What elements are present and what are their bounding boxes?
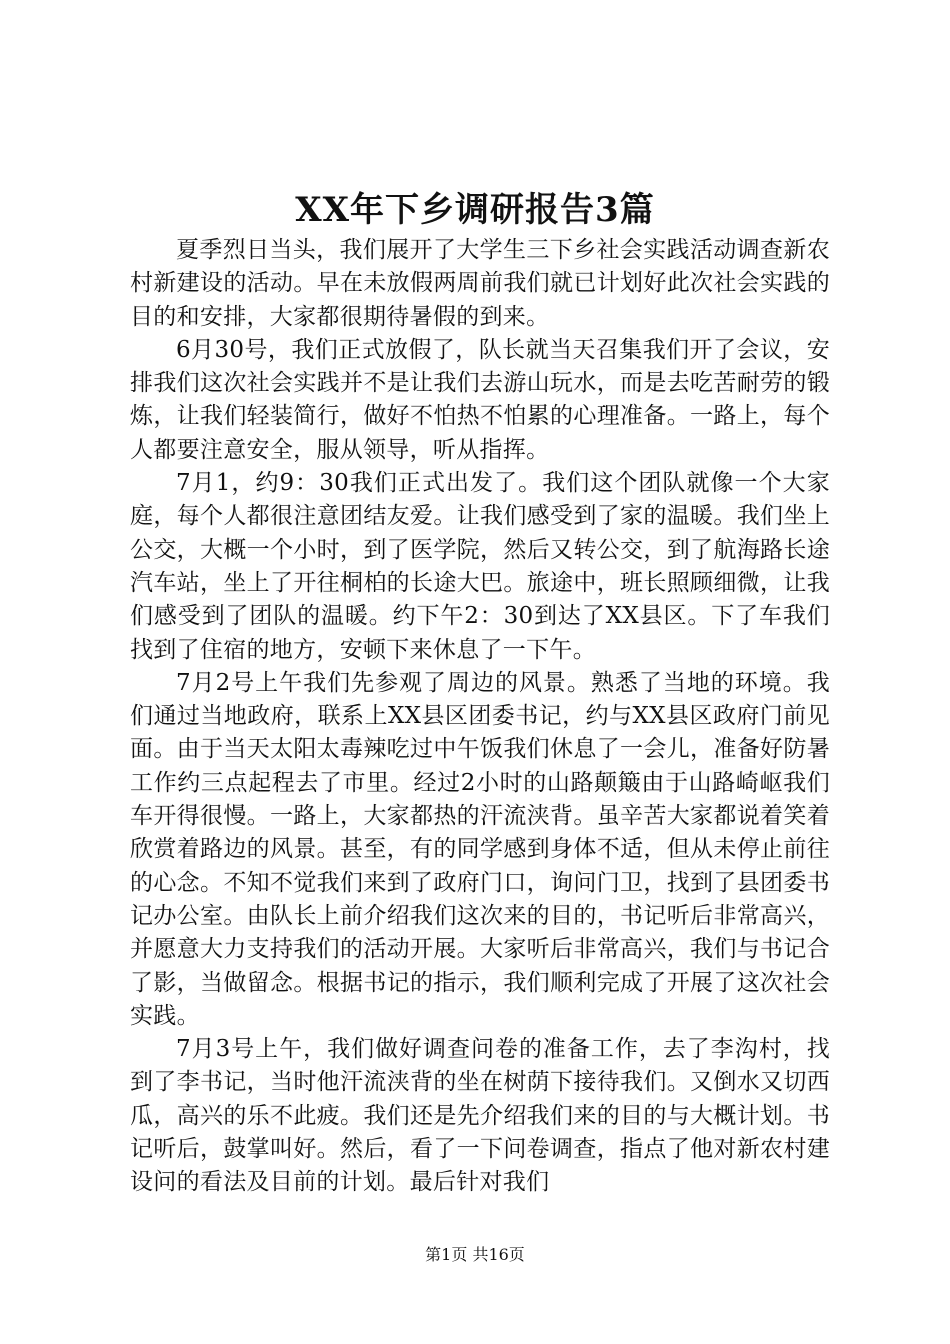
document-title: XX年下乡调研报告3篇 xyxy=(295,190,655,230)
document-body xyxy=(130,234,830,1200)
paragraph: 7月2号上午我们先参观了周边的风景。熟悉了当地的环境。我们通过当地政府，联系上XX县区团委书记，约与XX县区政府门前见面。由于当天太阳太毒辣吃过中午饭我们休息了一会儿，准备好防暑工作约三点起程去了市里。经过2小时的山路颠簸由于山路崎岖我们车开得很慢。一路上，大家都热的汗流浃背。虽辛苦大家都说着笑着欣赏着路边的风景。甚至，有的同学感到身体不适，但从未停止前往的心念。不知不觉我们来到了政府门口，询问门卫，找到了县团委书记办公室。由队长上前介绍我们这次来的目的，书记听后非常高兴，并愿意大力支持我们的活动开展。大家听后非常高兴，我们与书记合了影，当做留念。根据书记的指示，我们顺利完成了开展了这次社会实践。 xyxy=(130,669,830,1029)
paragraph: 6月30号，我们正式放假了，队长就当天召集我们开了会议，安排我们这次社会实践并不是让我们去游山玩水，而是去吃苦耐劳的锻炼，让我们轻装简行，做好不怕热不怕累的心理准备。一路上，每个人都要注意安全，服从领导，听从指挥。 xyxy=(130,336,830,463)
paragraph: 7月1，约9：30我们正式出发了。我们这个团队就像一个大家庭，每个人都很注意团结友爱。让我们感受到了家的温暖。我们坐上公交，大概一个小时，到了医学院，然后又转公交，到了航海路长途汽车站，坐上了开往桐柏的长途大巴。旅途中，班长照顾细微，让我们感受到了团队的温暖。约下午2：30到达了XX县区。下了车我们找到了住宿的地方，安顿下来休息了一下午。 xyxy=(130,470,830,663)
paragraph: 夏季烈日当头，我们展开了大学生三下乡社会实践活动调查新农村新建设的活动。早在未放假两周前我们就已计划好此次社会实践的目的和安排，大家都很期待暑假的到来。 xyxy=(130,237,830,330)
page-footer: 第1页 共16页 xyxy=(425,1245,525,1264)
paragraph: 7月3号上午，我们做好调查问卷的准备工作，去了李沟村，找到了李书记，当时他汗流浃背的坐在树荫下接待我们。又倒水又切西瓜，高兴的乐不此疲。我们还是先介绍我们来的目的与大概计划。书记听后，鼓掌叫好。然后，看了一下问卷调查，指点了他对新农村建设问的看法及目前的计划。最后针对我们 xyxy=(130,1036,830,1196)
